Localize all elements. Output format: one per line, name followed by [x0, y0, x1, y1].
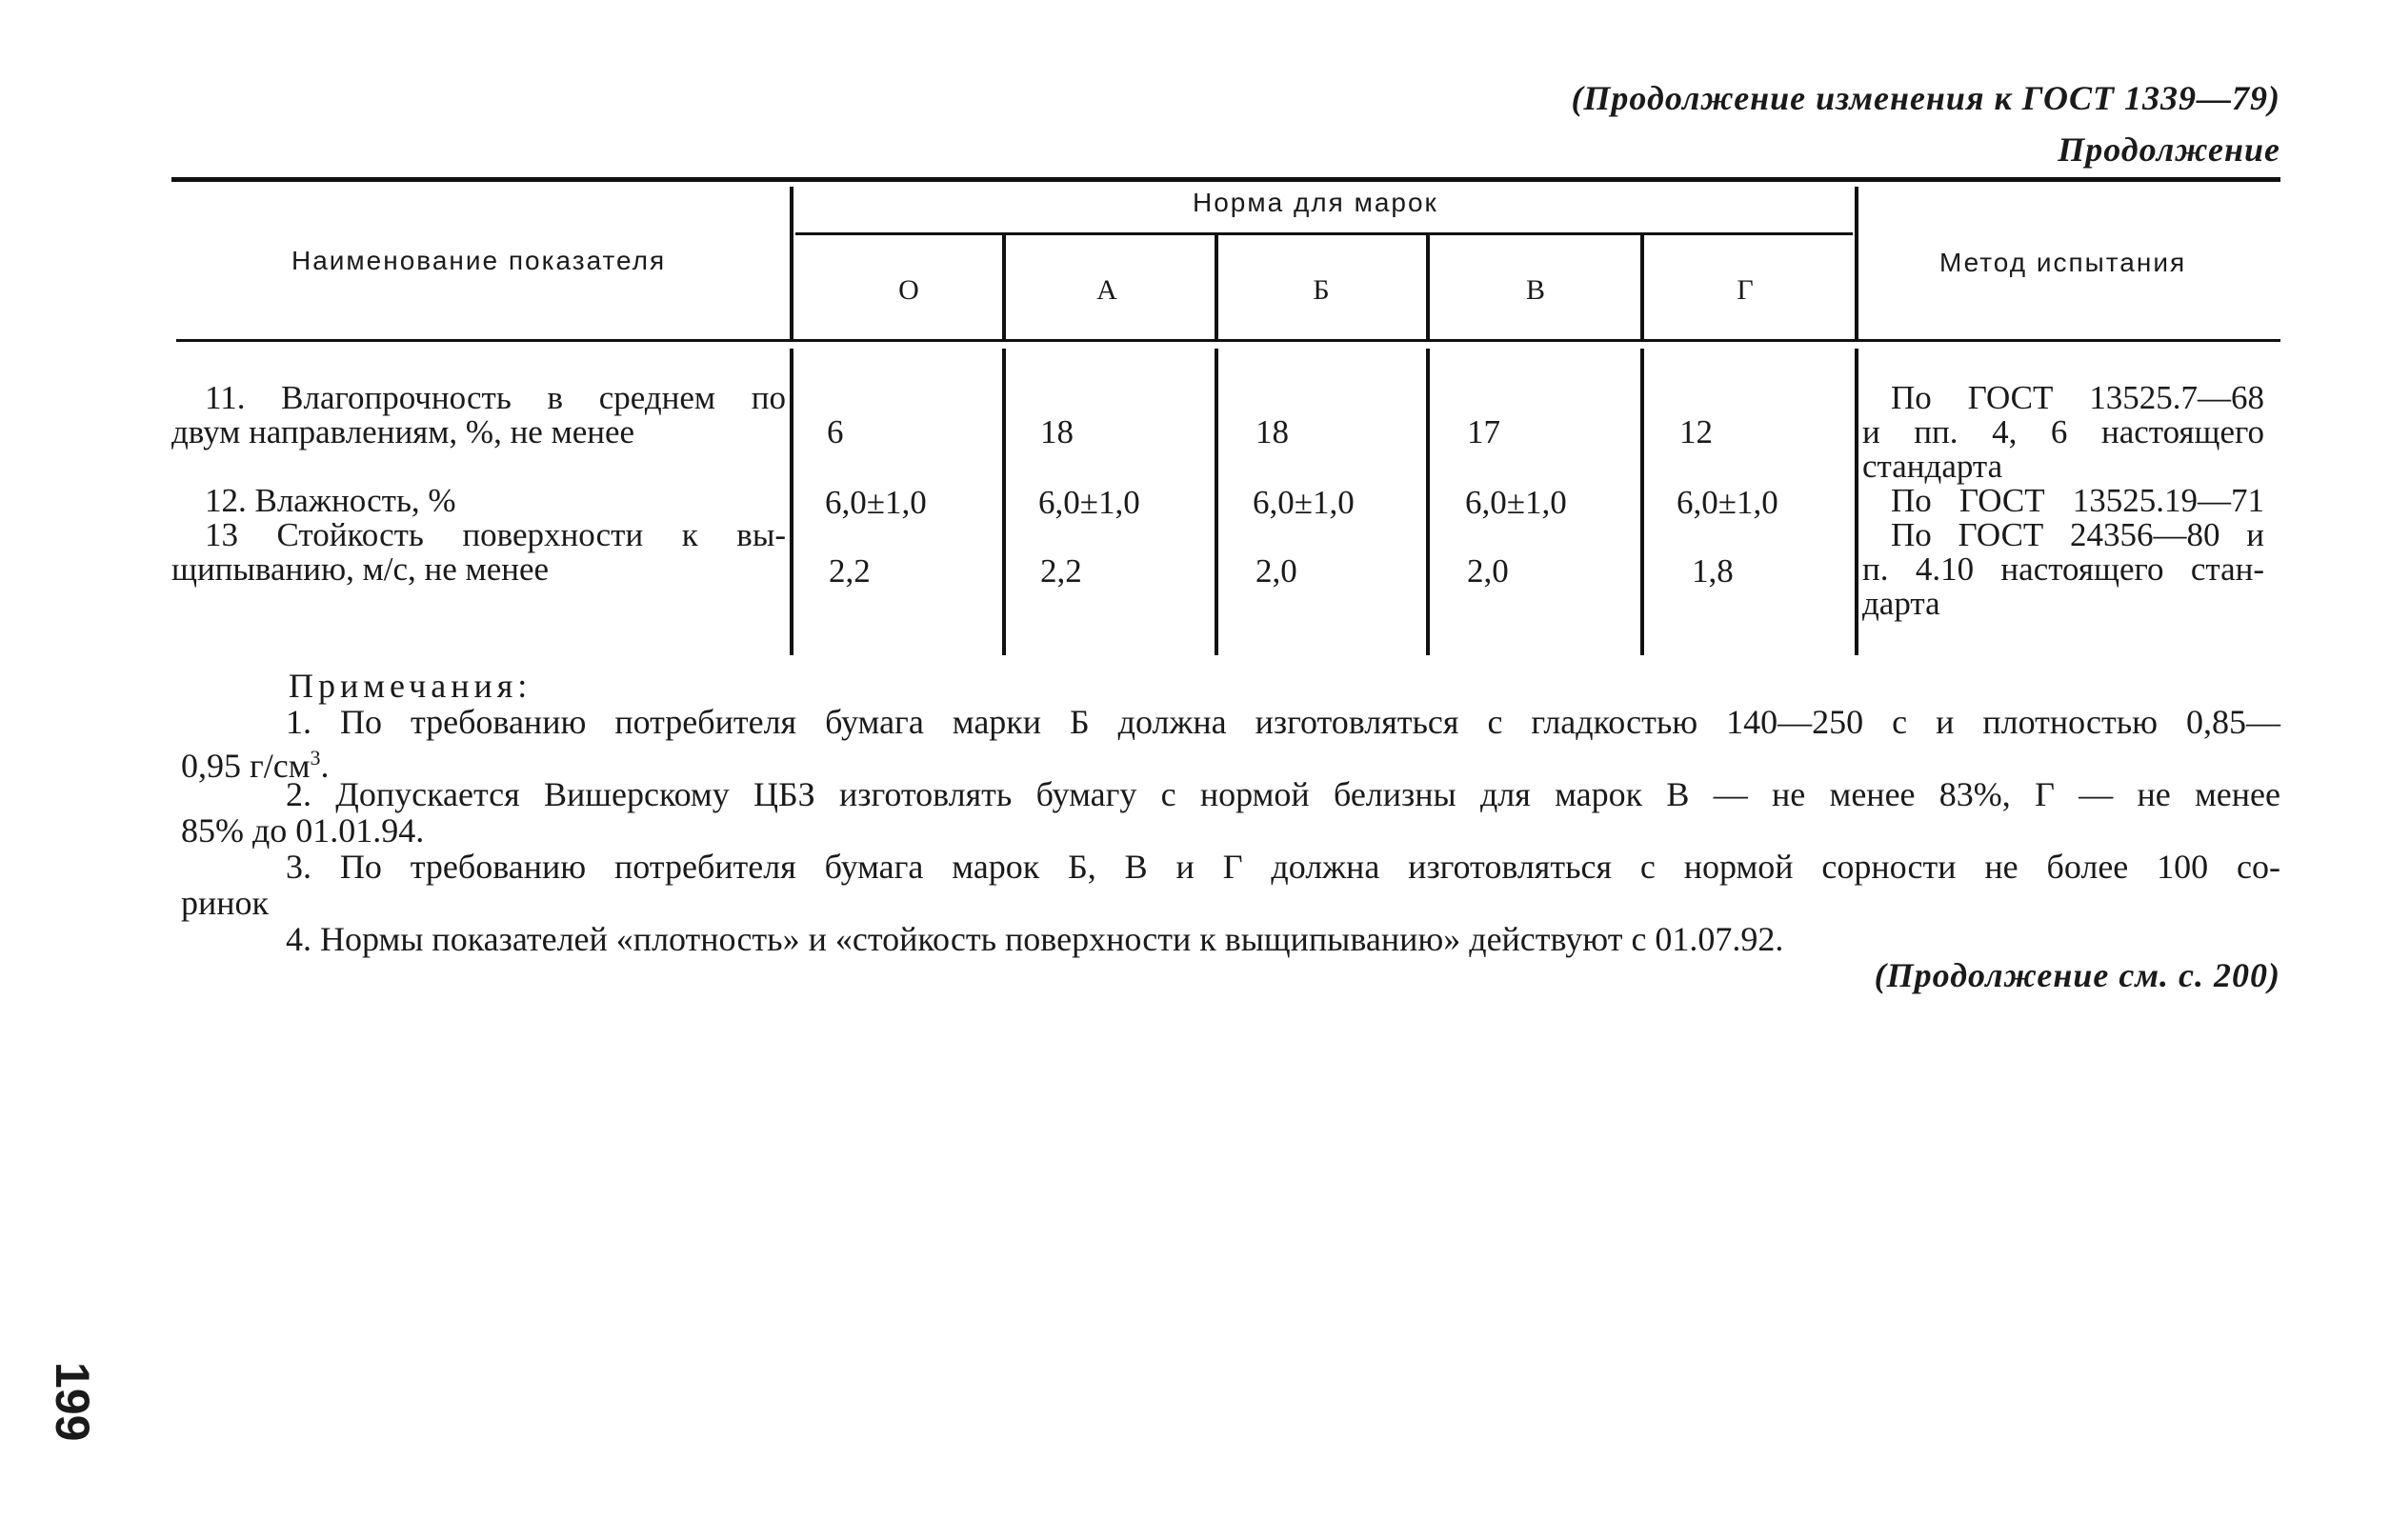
column-divider — [790, 349, 793, 655]
note-3-line2: ринок — [181, 884, 270, 922]
header-group-rule — [795, 232, 1853, 235]
grade-v-header: В — [1525, 274, 1545, 306]
row-12-method: По ГОСТ 13525.19—71 — [1891, 482, 2264, 519]
row-11-grade-a-value: 18 — [1040, 413, 1074, 450]
row-13-grade-b-value: 2,0 — [1255, 552, 1297, 590]
norm-group-header: Норма для марок — [1193, 188, 1438, 217]
row-11-method-line2: и пп. 4, 6 настоящего — [1862, 413, 2264, 450]
row-13-grade-v-value: 2,0 — [1467, 552, 1509, 590]
note-1-line2-end: . — [320, 747, 330, 785]
row-11-grade-o-value: 6 — [827, 413, 844, 450]
note-2-line2: 85% до 01.01.94. — [181, 811, 425, 850]
grade-a-header: А — [1096, 274, 1117, 306]
column-divider — [1640, 234, 1644, 339]
header-bottom-rule — [176, 339, 2280, 342]
indicator-column-header: Наименование показателя — [291, 246, 667, 275]
row-13-grade-o-value: 2,2 — [829, 552, 871, 590]
row-13-grade-a-value: 2,2 — [1040, 552, 1082, 590]
row-11-grade-b-value: 18 — [1255, 413, 1289, 450]
column-divider — [1002, 234, 1006, 339]
column-divider — [1426, 234, 1430, 339]
row-12-grade-v-value: 6,0±1,0 — [1465, 484, 1567, 521]
footer-continuation: (Продолжение см. с. 200) — [1874, 956, 2280, 994]
cubic-superscript: 3 — [310, 746, 321, 770]
column-divider — [1215, 234, 1218, 339]
row-11-method-line1: По ГОСТ 13525.7—68 — [1891, 379, 2264, 416]
column-divider — [1855, 349, 1858, 655]
grade-o-header: О — [898, 274, 919, 306]
note-1-line1: 1. По требованию потребителя бумага марки Б должна изготовляться с гладкостью 140—250 с и плотностью 0,85— — [286, 703, 2280, 741]
row-12-name: 12. Влажность, % — [205, 482, 456, 519]
row-12-grade-g-value: 6,0±1,0 — [1677, 484, 1778, 521]
row-13-method-line3: дарта — [1862, 585, 1940, 622]
grade-b-header: Б — [1313, 274, 1330, 306]
row-13-grade-g-value: 1,8 — [1692, 552, 1734, 590]
method-column-header: Метод испытания — [1939, 248, 2187, 277]
page-number: 199 — [46, 1362, 99, 1442]
row-12-grade-a-value: 6,0±1,0 — [1038, 484, 1140, 521]
note-4: 4. Нормы показателей «плотность» и «стойкость поверхности к выщипыванию» действуют с 01.07.92. — [286, 920, 1784, 958]
note-1-line2-text: 0,95 г/см — [181, 747, 311, 785]
column-divider — [1640, 349, 1644, 655]
note-2-line1: 2. Допускается Вишерскому ЦБЗ изготовлять бумагу с нормой белизны для марок В — не менее 83%, Г — не менее — [286, 775, 2280, 813]
column-divider — [1426, 349, 1430, 655]
row-11-grade-g-value: 12 — [1679, 413, 1713, 450]
row-13-method-line2: п. 4.10 настоящего стан- — [1862, 550, 2264, 588]
column-divider — [1215, 349, 1218, 655]
table-top-rule — [171, 177, 2280, 182]
row-13-name-line2: щипыванию, м/с, не менее — [171, 550, 550, 588]
row-11-name-line1: 11. Влагопрочность в среднем по — [205, 379, 786, 416]
table-continuation-label: Продолжение — [2058, 130, 2280, 169]
column-divider — [1002, 349, 1006, 655]
note-3-line1: 3. По требованию потребителя бумага марок Б, В и Г должна изготовляться с нормой сорности не более 100 со- — [286, 848, 2280, 886]
grade-g-header: Г — [1737, 274, 1754, 306]
continuation-header: (Продолжение изменения к ГОСТ 1339—79) — [1571, 79, 2280, 117]
column-divider — [790, 187, 793, 339]
row-11-name-line2: двум направлениям, %, не менее — [171, 413, 635, 450]
row-12-grade-o-value: 6,0±1,0 — [825, 484, 927, 521]
row-12-grade-b-value: 6,0±1,0 — [1253, 484, 1355, 521]
row-13-name-line1: 13 Стойкость поверхности к вы- — [205, 516, 786, 553]
row-13-method-line1: По ГОСТ 24356—80 и — [1891, 516, 2264, 553]
row-11-method-line3: стандарта — [1862, 448, 2003, 485]
row-11-grade-v-value: 17 — [1467, 413, 1500, 450]
notes-title: Примечания: — [289, 667, 532, 705]
column-divider — [1855, 187, 1858, 339]
